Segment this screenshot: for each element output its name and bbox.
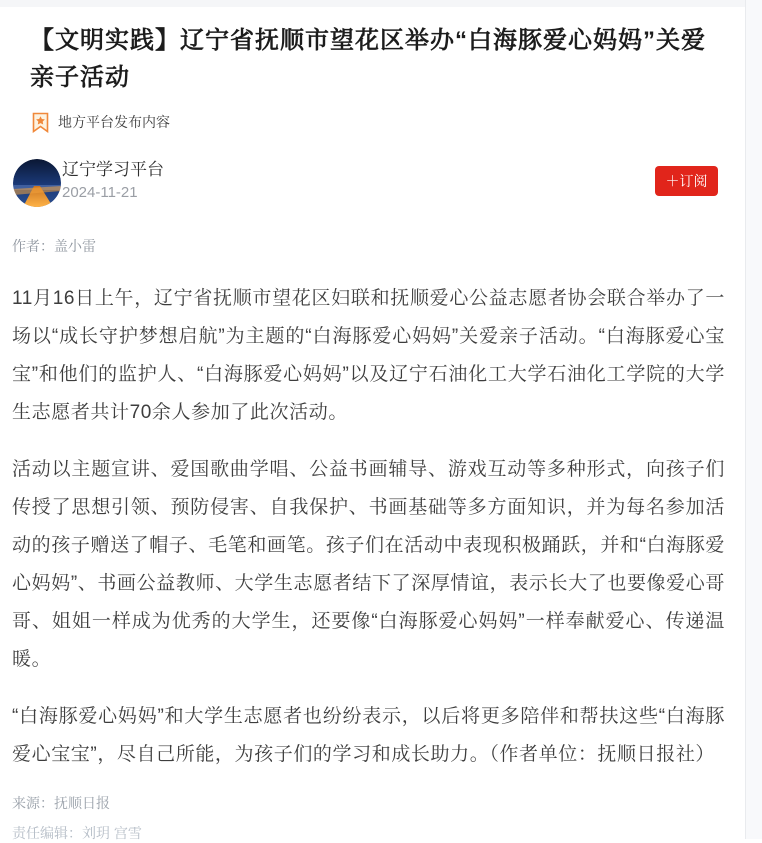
subscribe-button[interactable]: ＋订阅 [655, 166, 718, 196]
publisher-avatar[interactable] [13, 159, 61, 207]
article-paragraph: 活动以主题宣讲、爱国歌曲学唱、公益书画辅导、游戏互动等多种形式，向孩子们传授了思想引领、预防侵害、自我保护、书画基础等多方面知识，并为每名参加活动的孩子赠送了帽子、毛笔和画笔。孩子们在活动中表现积极踊跃，并和“白海豚爱心妈妈”、书画公益教师、大学生志愿者结下了深厚情谊，表示长大了也要像爱心哥哥、姐姐一样成为优秀的大学生，还要像“白海豚爱心妈妈”一样奉献爱心、传递温暖。 [12, 459, 725, 670]
editor-line: 责任编辑：刘玥 宫雪 [12, 825, 142, 841]
ribbon-star-icon [32, 112, 49, 133]
article-paragraph: “白海豚爱心妈妈”和大学生志愿者也纷纷表示，以后将更多陪伴和帮扶这些“白海豚爱心宝宝”，尽自己所能，为孩子们的学习和成长助力。（作者单位：抚顺日报社） [12, 706, 725, 765]
source-line: 来源：抚顺日报 [12, 795, 110, 811]
article-paragraph: 11月16日上午，辽宁省抚顺市望花区妇联和抚顺爱心公益志愿者协会联合举办了一场以“成长守护梦想启航”为主题的“白海豚爱心妈妈”关爱亲子活动。“白海豚爱心宝宝”和他们的监护人、“白海豚爱心妈妈”以及辽宁石油化工大学石油化工学院的大学生志愿者共计70余人参加了此次活动。 [12, 288, 725, 423]
publisher-name[interactable]: 辽宁学习平台 [62, 160, 164, 179]
platform-badge [32, 110, 733, 134]
page-top-background-strip [0, 0, 762, 7]
publish-date: 2024-11-21 [62, 184, 138, 201]
author-line: 作者：盖小雷 [12, 238, 96, 254]
publisher-row [12, 158, 733, 208]
publisher-meta [62, 158, 164, 204]
page-title: 【文明实践】辽宁省抚顺市望花区举办“白海豚爱心妈妈”关爱亲子活动 [30, 27, 706, 91]
article-page [0, 7, 745, 839]
badge-label: 地方平台发布内容 [58, 114, 170, 130]
article-body [12, 280, 733, 774]
scrollbar-track[interactable] [745, 0, 762, 839]
